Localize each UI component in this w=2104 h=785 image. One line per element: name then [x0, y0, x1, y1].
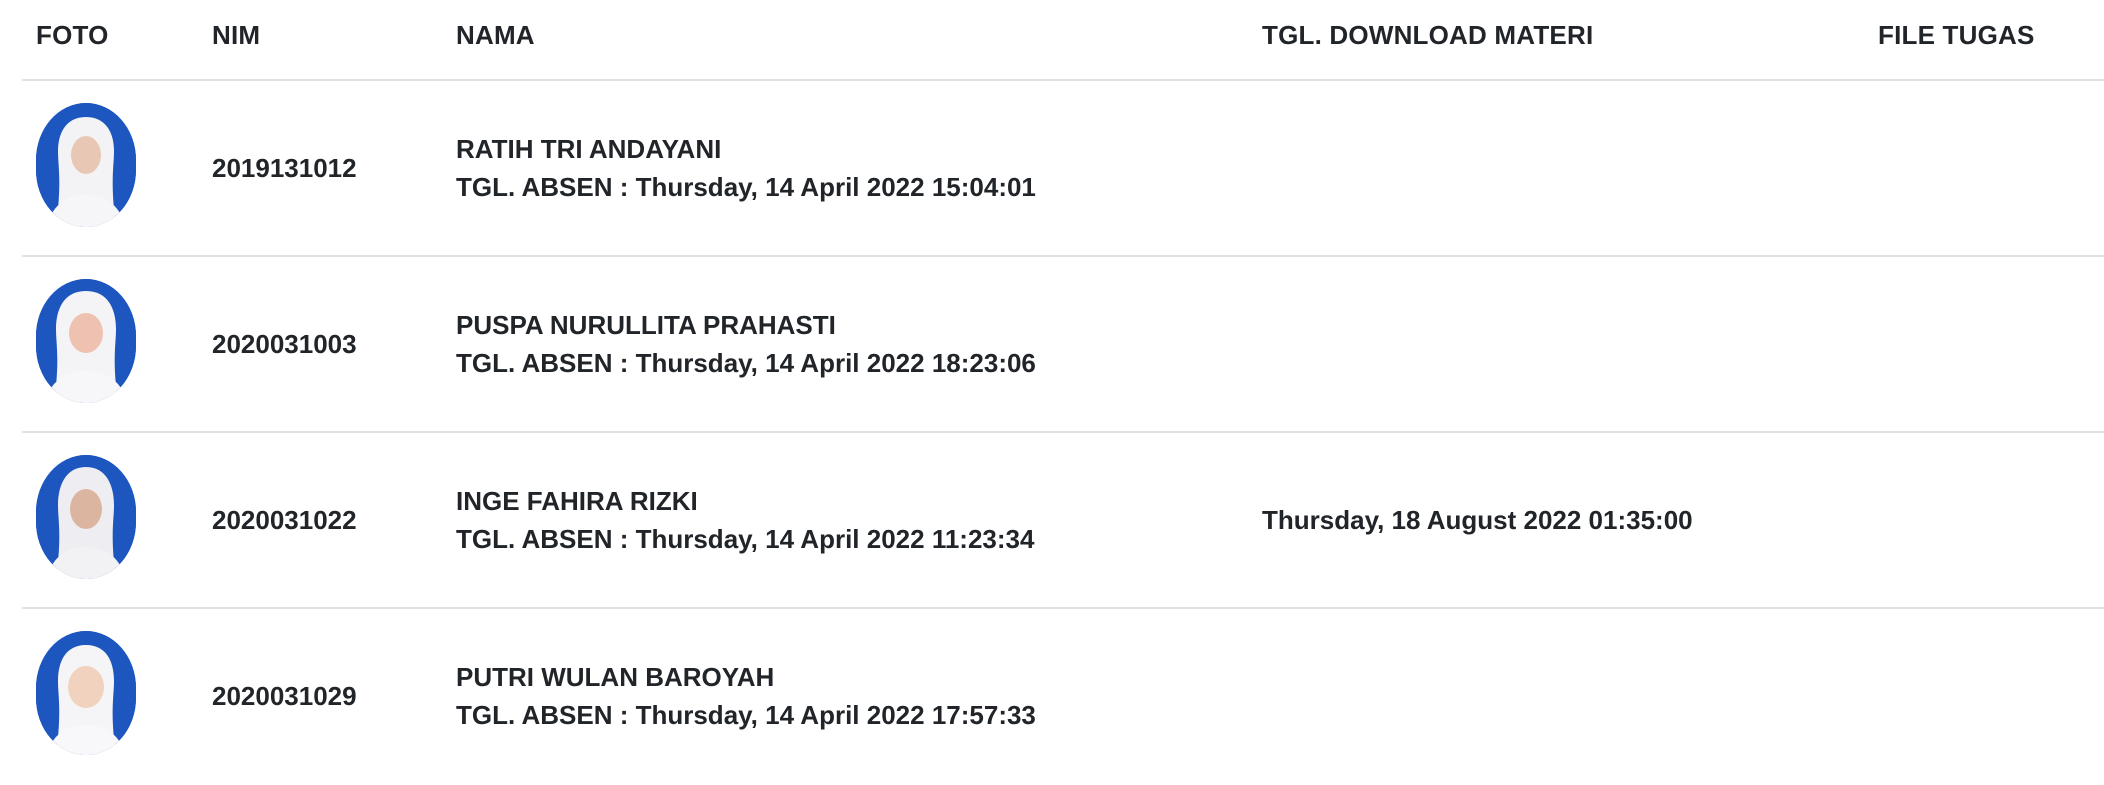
photo-icon	[36, 279, 136, 403]
photo-icon	[36, 455, 136, 579]
absen-date: TGL. ABSEN : Thursday, 14 April 2022 17:57:33	[456, 700, 1036, 730]
student-name: PUSPA NURULLITA PRAHASTI	[456, 310, 836, 340]
table-row	[22, 433, 2104, 609]
photo-icon	[36, 631, 136, 755]
student-name: PUTRI WULAN BAROYAH	[456, 662, 775, 692]
student-photo[interactable]	[36, 279, 136, 403]
absen-date: TGL. ABSEN : Thursday, 14 April 2022 11:23:34	[456, 524, 1035, 554]
student-photo[interactable]	[36, 631, 136, 755]
nama-cell	[456, 482, 1034, 558]
nama-cell	[456, 130, 1036, 206]
download-date-cell: Thursday, 18 August 2022 01:35:00	[1262, 504, 1693, 535]
nim-cell: 2019131012	[212, 152, 357, 183]
photo-icon	[36, 103, 136, 227]
nama-cell	[456, 658, 1036, 734]
absen-date: TGL. ABSEN : Thursday, 14 April 2022 15:04:01	[456, 172, 1036, 202]
table-row	[22, 257, 2104, 433]
student-photo[interactable]	[36, 455, 136, 579]
nim-cell: 2020031029	[212, 680, 357, 711]
table-header	[22, 0, 2104, 81]
nim-cell: 2020031003	[212, 328, 357, 359]
nim-cell: 2020031022	[212, 504, 357, 535]
table-row	[22, 609, 2104, 785]
table-row	[22, 81, 2104, 257]
student-photo[interactable]	[36, 103, 136, 227]
nama-cell	[456, 306, 1036, 382]
student-name: INGE FAHIRA RIZKI	[456, 486, 698, 516]
header-tgl-download-materi: TGL. DOWNLOAD MATERI	[1262, 20, 1594, 50]
attendance-table	[22, 0, 2104, 785]
header-nim: NIM	[212, 20, 261, 50]
header-file-tugas: FILE TUGAS	[1878, 20, 2035, 50]
header-foto: FOTO	[36, 20, 109, 50]
student-name: RATIH TRI ANDAYANI	[456, 134, 722, 164]
absen-date: TGL. ABSEN : Thursday, 14 April 2022 18:23:06	[456, 348, 1036, 378]
header-nama: NAMA	[456, 20, 535, 50]
